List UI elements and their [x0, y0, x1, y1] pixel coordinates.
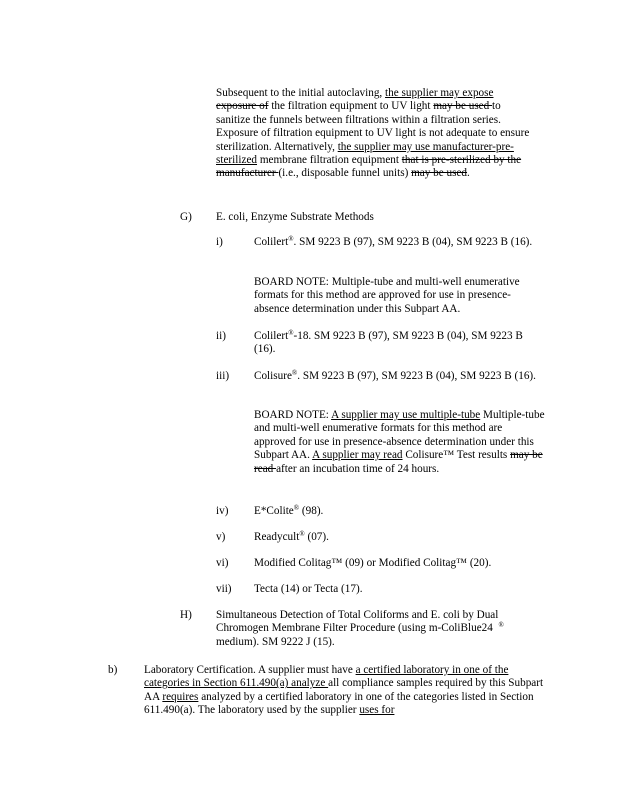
inserted-text: A supplier may read: [312, 449, 403, 462]
deleted-text: exposure of: [216, 100, 269, 113]
item-i: Colilert®. SM 9223 B (97), SM 9223 B (04), SM 9223 B (16).: [254, 235, 533, 248]
item-label: v): [216, 531, 226, 543]
section-g-label: G): [180, 211, 192, 223]
item-vi: Modified Colitag™ (09) or Modified Colitag™ (20).: [254, 557, 492, 569]
deleted-text: may be used: [411, 167, 468, 180]
inserted-text: uses for: [359, 704, 395, 717]
section-g-title: E. coli, Enzyme Substrate Methods: [216, 211, 374, 223]
deleted-text: may be read: [254, 449, 543, 475]
item-label: i): [216, 236, 223, 248]
section-b-text: Laboratory Certification. A supplier must have a certified laboratory in one of the categories in Section 611.490(a) analyze all compliance samples required by this Subpart AA requires analyzed by a certified laboratory in one of the categories listed in Section 611.490(a). The laboratory used by the supplier uses for: [144, 664, 544, 717]
item-iii: Colisure®. SM 9223 B (97), SM 9223 B (04), SM 9223 B (16).: [254, 369, 536, 382]
item-v: Readycult® (07).: [254, 530, 329, 543]
section-b-label: b): [108, 664, 118, 676]
inserted-text: the supplier may use manufacturer-pre-sterilized: [216, 140, 514, 167]
deleted-text: may be used: [433, 100, 493, 113]
inserted-text: the supplier may expose: [385, 87, 494, 99]
item-label: ii): [216, 330, 226, 342]
item-label: iii): [216, 370, 230, 382]
intro-paragraph: Subsequent to the initial autoclaving, the supplier may expose exposure of the filtration equipment to UV light may be used to sanitize the funnels between filtrations within a filtration series. Exposure of filtration equipment to UV light is not adequate to ensure sterilization. Alternatively, the supplier may use manufacturer-pre-sterilized membrane filtration equipment that is pre-sterilized by the manufacturer (i.e., disposable funnel units) may be used.: [216, 87, 530, 180]
intro-text: Subsequent to the initial autoclaving,: [216, 87, 386, 99]
section-h-text: Simultaneous Detection of Total Coliforms and E. coli by Dual Chromogen Membrane Filter Procedure (using m-ColiBlue24 ® medium). SM 9222 J (15).: [216, 609, 504, 648]
item-ii: Colilert®-18. SM 9223 B (97), SM 9223 B (04), SM 9223 B (16).: [254, 329, 523, 356]
item-label: vi): [216, 557, 229, 569]
section-h-label: H): [180, 609, 192, 621]
inserted-text: A supplier may use multiple-tube: [331, 409, 481, 421]
item-iv: E*Colite® (98).: [254, 504, 324, 517]
inserted-text: requires: [162, 690, 199, 703]
item-label: vii): [216, 583, 232, 595]
deleted-text: that is pre-sterilized by the manufacturer: [216, 154, 522, 180]
inserted-text: a certified laboratory in one of the categories in Section 611.490(a) analyze: [144, 664, 509, 690]
item-vii: Tecta (14) or Tecta (17).: [254, 583, 363, 595]
board-note-2: BOARD NOTE: A supplier may use multiple-tube Multiple-tube and multi-well enumerative formats for this method are approved for use in presence-absence determination under this Subpart AA. A supplier may read Colisure™ Test results may be read after an incubation time of 24 hours.: [254, 409, 545, 475]
board-note-1: BOARD NOTE: Multiple-tube and multi-well enumerative formats for this method are approved for use in presence-absence determination under this Subpart AA.: [254, 276, 520, 315]
item-label: iv): [216, 505, 229, 517]
